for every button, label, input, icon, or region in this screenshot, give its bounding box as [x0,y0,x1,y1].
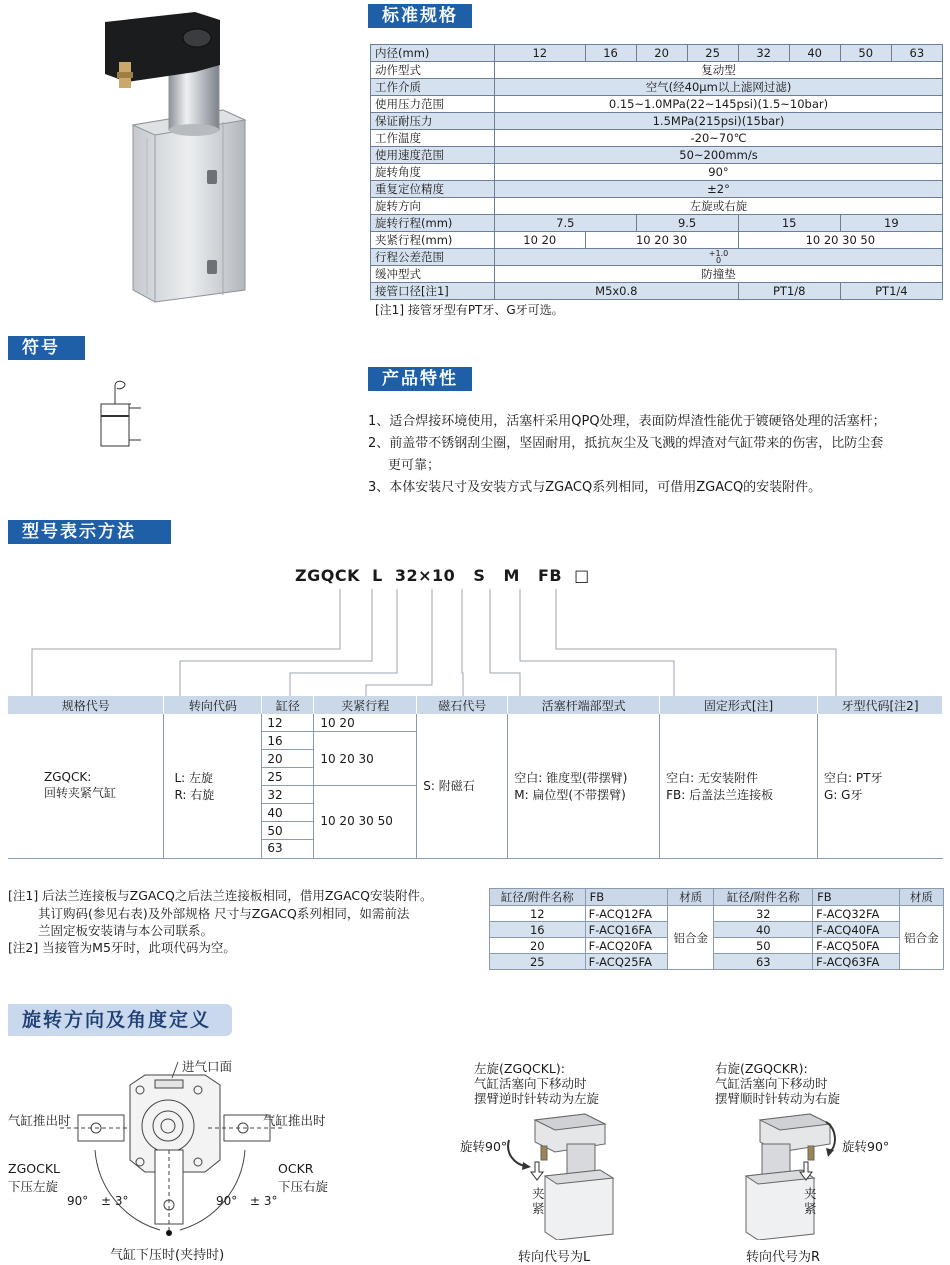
spec-code-cell [8,714,164,858]
spec-row-clamp-stroke [371,232,943,249]
bore-value: 32 [262,786,313,804]
code-part-mount: FB [537,566,563,585]
spec-label: 保证耐压力 [371,113,495,130]
spec-row-rotation-stroke [371,215,943,232]
thread-cell [818,714,943,858]
bore-cell: 25 [687,45,738,62]
product-photo [95,10,265,310]
mount-cell [660,714,818,858]
model-header: 活塞杆端部型式 [508,696,660,714]
spec-label: 旋转行程(mm) [371,215,495,232]
spec-code-line: 回转夹紧气缸 [44,786,117,801]
right-clamp-label: 夹 [804,1186,817,1201]
left-turn-title: 摆臂逆时针转动为左旋 [474,1091,600,1106]
model-table [8,696,943,859]
acc-bore: 20 [490,938,586,954]
left-turn-cylinder-illustration [505,1110,615,1240]
right-turn-caption: 转向代号为R [746,1250,821,1265]
bore-value: 25 [262,768,313,786]
acc-row [490,906,944,922]
spec-row [371,164,943,181]
bore-cell: 12 [495,45,586,62]
spec-row [371,113,943,130]
spec-value: 10 20 30 [585,232,738,249]
spec-label: 内径(mm) [371,45,495,62]
model-header: 夹紧行程 [314,696,417,714]
spec-label: 工作介质 [371,79,495,96]
bore-cell: 16 [585,45,636,62]
section-title-spec: 标准规格 [368,4,472,28]
model-header: 磁石代号 [417,696,508,714]
acc-part: F-ACQ32FA [813,906,900,922]
acc-part: F-ACQ40FA [813,922,900,938]
mount-line: 空白: 无安装附件 [666,770,758,785]
spec-label: 旋转角度 [371,164,495,181]
clamp-state-caption: 气缸下压时(夹持时) [110,1248,225,1263]
acc-header: FB [813,889,900,906]
mount-line: FB: 后盖法兰连接板 [666,787,774,802]
stroke-cell [314,714,417,858]
spec-label: 缓冲型式 [371,266,495,283]
model-header: 规格代号 [8,696,164,714]
acc-bore: 32 [714,906,813,922]
spec-value: PT1/4 [840,283,942,300]
feature-item: 2、前盖带不锈钢刮尘圈，坚固耐用，抵抗灰尘及飞溅的焊渣对气缸带来的伤害，比防尘套 [368,436,884,451]
acc-material: 铝合金 [668,906,714,970]
acc-row [490,954,944,970]
spec-row [371,79,943,96]
spec-value: M5x0.8 [495,283,739,300]
left-clamp-label: 夹 [532,1186,545,1201]
spec-value: 复动型 [495,62,943,79]
spec-value: 1.5MPa(215psi)(15bar) [495,113,943,130]
note-line: 其订购码(参见右表)及外部规格 尺寸与ZGACQ系列相同，如需前法 [38,906,410,921]
code-part-rod: M [503,566,520,585]
acc-row [490,938,944,954]
right-rotate-label: 旋转90° [842,1139,890,1154]
spec-code-line: ZGQCK: [44,770,92,785]
spec-row [371,62,943,79]
section-title-model: 型号表示方法 [8,520,171,544]
bore-value: 12 [262,714,313,732]
bore-value: 20 [262,750,313,768]
acc-bore: 40 [714,922,813,938]
right-code-label: OCKR [278,1161,314,1176]
stroke-value: 10 20 30 50 [320,814,393,828]
angle-right: 90° [216,1194,238,1208]
right-clamp-label: 紧 [804,1201,817,1216]
model-leader-lines [0,585,950,697]
rod-end-line: 空白: 锥度型(带摆臂) [514,770,628,785]
spec-label: 旋转方向 [371,198,495,215]
acc-bore: 25 [490,954,586,970]
spec-label: 夹紧行程(mm) [371,232,495,249]
thread-line: G: G牙 [824,787,863,802]
model-header-row [8,696,943,714]
cylinder-symbol [95,374,155,454]
spec-value: 90° [495,164,943,181]
acc-header: 缸径/附件名称 [714,889,813,906]
rod-end-line: M: 扁位型(不带摆臂) [514,787,626,802]
model-header: 缸径 [262,696,314,714]
spec-value: 9.5 [636,215,738,232]
bore-cell: 40 [789,45,840,62]
code-part-series: ZGQCK [295,566,360,585]
model-header: 转向代码 [164,696,262,714]
acc-part: F-ACQ25FA [585,954,668,970]
magnet-cell: S: 附磁石 [417,714,508,858]
left-desc-label: 下压左旋 [8,1179,59,1194]
feature-item: 1、适合焊接环境使用，活塞杆采用QPQ处理，表面防焊渣性能优于镀硬铬处理的活塞杆； [368,414,886,429]
acc-bore: 50 [714,938,813,954]
acc-bore: 16 [490,922,586,938]
feature-item: 更可靠； [388,458,441,473]
spec-value: 空气(经40μm以上滤网过滤) [495,79,943,96]
right-turn-title: 气缸活塞向下移动时 [715,1076,828,1091]
turn-code-line: L: 左旋 [174,770,213,785]
right-desc-label: 下压右旋 [278,1179,329,1194]
bore-value: 16 [262,732,313,750]
left-turn-title: 左旋(ZGQCKL): [474,1061,565,1076]
right-turn-title: 右旋(ZGQCKR): [715,1061,808,1076]
code-part-stroke: 10 [432,566,456,585]
acc-header: 材质 [899,889,943,906]
code-part-thread: □ [574,566,590,585]
right-turn-title: 摆臂顺时针转动为右旋 [715,1091,841,1106]
acc-part: F-ACQ12FA [585,906,668,922]
acc-header-row [490,889,944,906]
tolerance-right: ± 3° [250,1194,278,1208]
section-title-rotation: 旋转方向及角度定义 [8,1004,232,1036]
acc-bore: 12 [490,906,586,922]
spec-value: 50~200mm/s [495,147,943,164]
bore-cell [262,714,314,858]
inlet-label: 进气口面 [182,1059,233,1074]
code-part-x: × [418,566,433,585]
thread-line: 空白: PT牙 [824,770,883,785]
turn-code-line: R: 右旋 [174,787,215,802]
spec-table [370,44,943,300]
code-part-turn: L [372,566,383,585]
bore-cell: 63 [891,45,942,62]
note-line: [注1] 后法兰连接板与ZGACQ之后法兰连接板相同，借用ZGACQ安装附件。 [8,888,433,903]
left-clamp-label: 紧 [532,1201,545,1216]
acc-part: F-ACQ16FA [585,922,668,938]
spec-value: 0.15~1.0MPa(22~145psi)(1.5~10bar) [495,96,943,113]
spec-note: [注1] 接管牙型有PT牙、G牙可选。 [375,303,564,317]
acc-part: F-ACQ50FA [813,938,900,954]
spec-row [371,130,943,147]
rotation-angle-diagram [0,1050,360,1261]
right-turn-cylinder-illustration [740,1110,850,1240]
push-out-left-label: 气缸推出时 [8,1113,71,1128]
code-part-bore: 32 [394,566,419,585]
model-code [295,566,590,585]
acc-material: 铝合金 [899,906,943,970]
bore-cell: 20 [636,45,687,62]
section-title-features: 产品特性 [368,367,472,391]
stroke-value: 10 20 30 [314,732,416,786]
accessory-table [489,888,944,970]
spec-label: 行程公差范围 [371,249,495,266]
tolerance-lower: 0 [715,256,722,266]
spec-label: 使用压力范围 [371,96,495,113]
left-turn-caption: 转向代号为L [518,1250,591,1265]
spec-label: 重复定位精度 [371,181,495,198]
bore-cell: 50 [840,45,891,62]
spec-value: 左旋或右旋 [495,198,943,215]
spec-label: 工作温度 [371,130,495,147]
spec-label: 动作型式 [371,62,495,79]
left-code-label: ZGOCKL [8,1161,60,1176]
push-out-right-label: 气缸推出时 [263,1113,326,1128]
tolerance-left: ± 3° [101,1194,129,1208]
left-rotate-label: 旋转90° [460,1139,508,1154]
spec-header-row [371,45,943,62]
spec-row [371,181,943,198]
feature-item: 3、本体安装尺寸及安装方式与ZGACQ系列相同，可借用ZGACQ的安装附件。 [368,480,822,495]
spec-value: 15 [738,215,840,232]
spec-row [371,266,943,283]
model-header: 牙型代码[注2] [818,696,943,714]
model-header: 固定形式[注] [660,696,818,714]
spec-row-port [371,283,943,300]
section-title-symbol: 符号 [8,336,85,360]
spec-row [371,147,943,164]
spec-value: PT1/8 [738,283,840,300]
acc-bore: 63 [714,954,813,970]
spec-value: -20~70℃ [495,130,943,147]
bore-value: 40 [262,804,313,822]
spec-value: 10 20 30 50 [738,232,942,249]
angle-left: 90° [67,1194,89,1208]
code-part-magnet: S [473,566,486,585]
spec-row [371,198,943,215]
acc-row [490,922,944,938]
turn-code-cell [164,714,262,858]
acc-header: 材质 [668,889,714,906]
spec-value [495,249,943,266]
spec-row-tolerance [371,249,943,266]
acc-part: F-ACQ20FA [585,938,668,954]
bore-value: 63 [267,841,283,855]
spec-label: 使用速度范围 [371,147,495,164]
bore-cell: 32 [738,45,789,62]
spec-value: ±2° [495,181,943,198]
spec-value: 防撞垫 [495,266,943,283]
note-line: [注2] 当接管为M5牙时，此项代码为空。 [8,940,236,955]
acc-part: F-ACQ63FA [813,954,900,970]
rod-end-cell [508,714,660,858]
spec-value: 7.5 [495,215,637,232]
note-line: 兰固定板安装请与本公司联系。 [38,923,214,938]
spec-label: 接管口径[注1] [371,283,495,300]
left-turn-title: 气缸活塞向下移动时 [474,1076,587,1091]
stroke-value: 10 20 [314,714,416,732]
acc-header: 缸径/附件名称 [490,889,586,906]
spec-value: 19 [840,215,942,232]
tolerance-upper: +1.0 [708,249,729,259]
spec-row [371,96,943,113]
acc-header: FB [585,889,668,906]
bore-value: 50 [262,822,313,840]
spec-value: 10 20 [495,232,586,249]
model-body-row [8,714,943,858]
